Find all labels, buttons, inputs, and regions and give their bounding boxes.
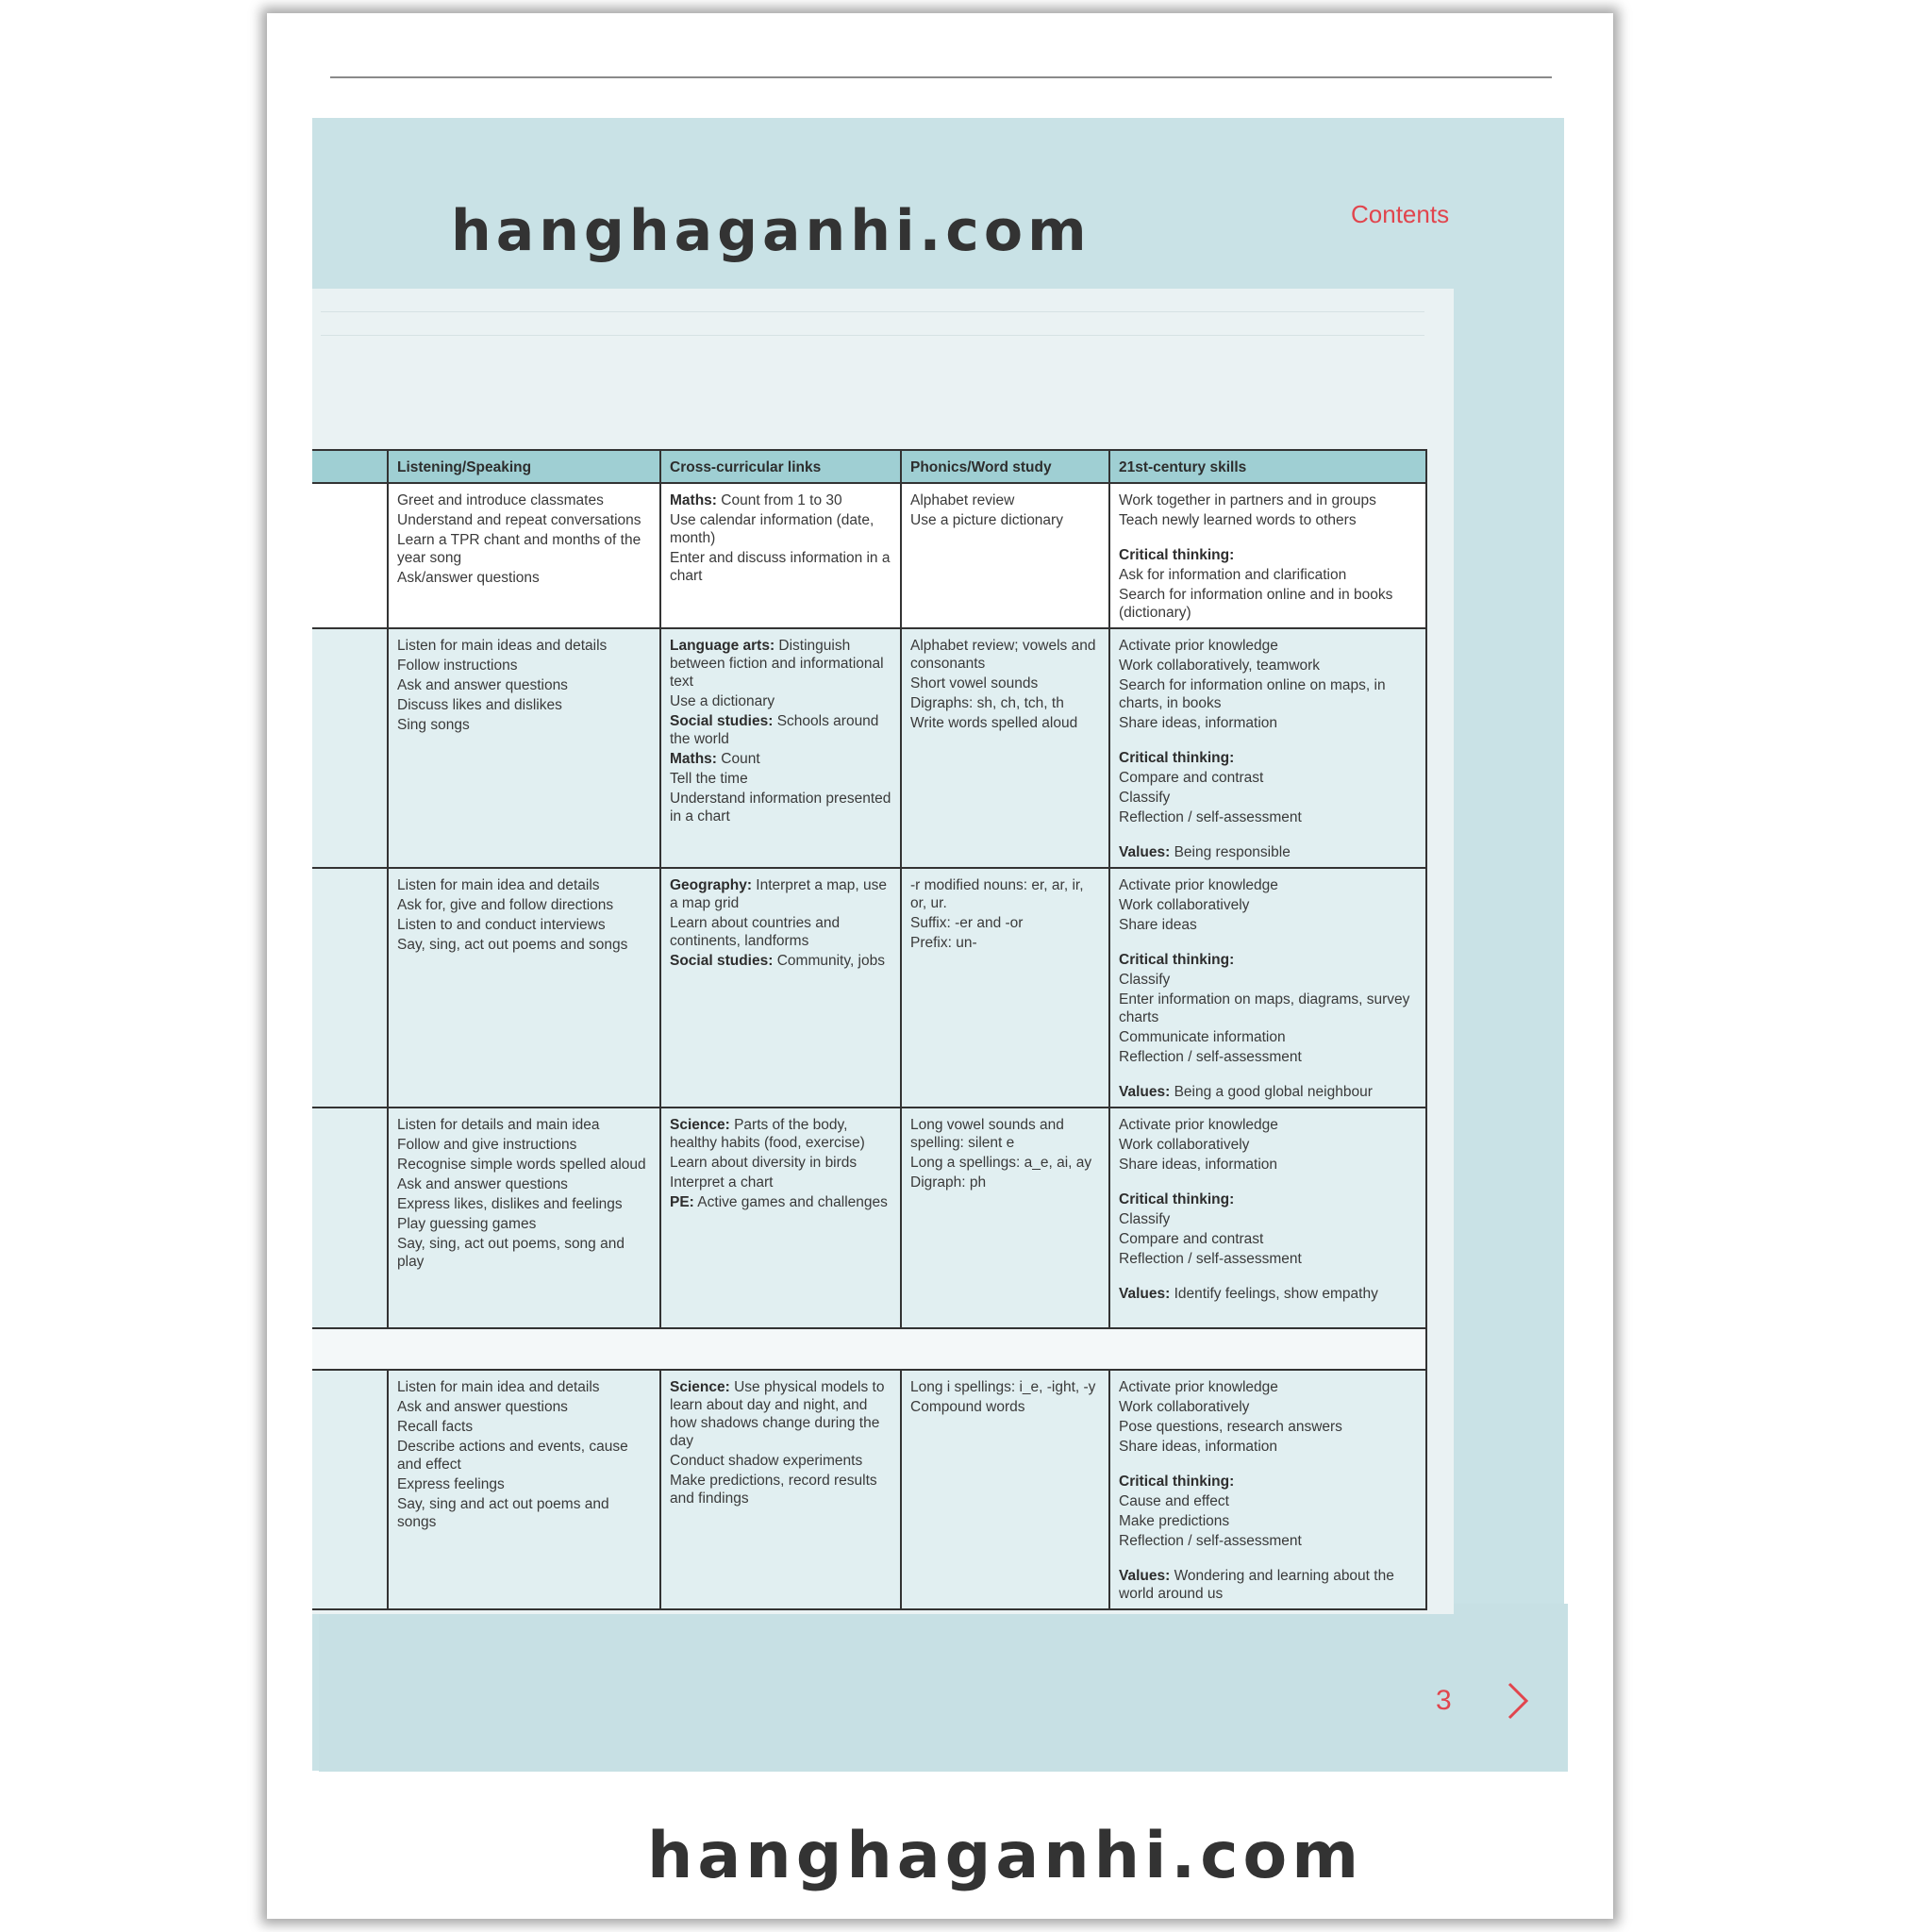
skill-item: Work collaboratively, teamwork [1119, 658, 1321, 674]
phonics-cell [901, 868, 1109, 1108]
page-number: 3 [1436, 1685, 1452, 1716]
phonics-cell [901, 1108, 1109, 1328]
phonics-item: Digraph: ph [910, 1174, 987, 1191]
cross-item [670, 491, 892, 509]
header-rule [330, 76, 1552, 78]
phonics-item: Long i spellings: i_e, -ight, -y [910, 1379, 1096, 1395]
cross-text: Learn about diversity in birds [670, 1155, 858, 1171]
table-row [312, 628, 1426, 868]
critical-item: Classify [1119, 790, 1171, 806]
cross-text: Parts of the body, healthy habits (food, exercise) [670, 1117, 865, 1151]
critical-item: Ask for information and clarification [1119, 567, 1347, 583]
cross-text: Community, jobs [773, 953, 885, 969]
critical-item: Search for information online and in books (dictionary) [1119, 587, 1393, 621]
spacer [1119, 1270, 1418, 1285]
table-header-row [312, 450, 1426, 483]
phonics-item: Long vowel sounds and spelling: silent e [910, 1117, 1064, 1151]
phonics-item: -r modified nouns: er, ar, ir, or, ur. [910, 877, 1084, 911]
listening-item: Follow instructions [397, 658, 518, 674]
skill-item: Activate prior knowledge [1119, 638, 1278, 654]
cross-item [670, 712, 892, 748]
skill-item: Share ideas [1119, 917, 1197, 933]
skills-cell [1109, 868, 1426, 1108]
cross-subject: Language arts: [670, 638, 775, 654]
watermark-top: hanghaganhi.com [451, 198, 1091, 264]
skills-cell [1109, 483, 1426, 628]
cross-item [670, 876, 892, 912]
cross-text: Enter and discuss information in a chart [670, 550, 891, 584]
listening-item: Recognise simple words spelled aloud [397, 1157, 646, 1173]
values-label: Values: [1119, 1286, 1171, 1302]
phonics-item: Long a spellings: a_e, ai, ay [910, 1155, 1092, 1171]
cross-subject: Maths: [670, 751, 717, 767]
cross-subject: Geography: [670, 877, 752, 893]
cross-item [670, 1452, 892, 1470]
spacer [1119, 1552, 1418, 1567]
cross-text: Count from 1 to 30 [716, 492, 842, 508]
contents-link[interactable]: Contents [1351, 200, 1450, 228]
cross-item [670, 770, 892, 788]
row-stub [312, 868, 388, 1108]
spacer [1119, 828, 1418, 843]
row-stub [312, 1370, 388, 1609]
row-stub [312, 1108, 388, 1328]
table-row [312, 868, 1426, 1108]
critical-item: Enter information on maps, diagrams, survey charts [1119, 991, 1410, 1025]
values-label: Values: [1119, 1084, 1171, 1100]
values-text: Identify feelings, show empathy [1170, 1286, 1378, 1302]
phonics-cell [901, 628, 1109, 868]
table-spacer-row [312, 1328, 1426, 1370]
listening-cell [388, 868, 660, 1108]
critical-thinking-label: Critical thinking: [1119, 1191, 1235, 1208]
cross-subject: Science: [670, 1117, 730, 1133]
cross-curricular-cell [660, 1108, 901, 1328]
critical-item: Reflection / self-assessment [1119, 809, 1302, 825]
cross-text: Tell the time [670, 771, 748, 787]
listening-item: Express feelings [397, 1476, 505, 1492]
row-stub [312, 483, 388, 628]
listening-cell [388, 628, 660, 868]
critical-item: Make predictions [1119, 1513, 1230, 1529]
header-cross-curricular: Cross-curricular links [660, 450, 901, 483]
values-line [1119, 1567, 1418, 1603]
listening-cell [388, 1108, 660, 1328]
critical-thinking-label: Critical thinking: [1119, 750, 1235, 766]
cross-text: Interpret a chart [670, 1174, 774, 1191]
cross-text: Conduct shadow experiments [670, 1453, 863, 1469]
spacer [1119, 1068, 1418, 1083]
values-line [1119, 1083, 1418, 1101]
table-row [312, 1370, 1426, 1609]
cross-item [670, 1154, 892, 1172]
header-21st-century: 21st-century skills [1109, 450, 1426, 483]
cross-text: Active games and challenges [693, 1194, 888, 1210]
listening-item: Greet and introduce classmates [397, 492, 604, 508]
cross-text: Use physical models to learn about day and night, and how shadows change during the day [670, 1379, 885, 1449]
critical-thinking-label: Critical thinking: [1119, 952, 1235, 968]
skill-item: Activate prior knowledge [1119, 1117, 1278, 1133]
curriculum-table [312, 449, 1427, 1610]
phonics-item: Prefix: un- [910, 935, 977, 951]
cross-subject: Science: [670, 1379, 730, 1395]
listening-item: Ask and answer questions [397, 1399, 568, 1415]
critical-item: Reflection / self-assessment [1119, 1251, 1302, 1267]
skill-item: Pose questions, research answers [1119, 1419, 1342, 1435]
cross-curricular-cell [660, 1370, 901, 1609]
footer-band [319, 1604, 1568, 1772]
values-line [1119, 1285, 1418, 1303]
listening-item: Follow and give instructions [397, 1137, 577, 1153]
watermark-bottom: hanghaganhi.com [647, 1819, 1364, 1893]
phonics-item: Short vowel sounds [910, 675, 1039, 691]
cross-text: Make predictions, record results and findings [670, 1473, 877, 1507]
cross-text: Count [716, 751, 760, 767]
listening-item: Say, sing, act out poems, song and play [397, 1236, 625, 1270]
cross-item [670, 1174, 892, 1191]
skill-item: Share ideas, information [1119, 715, 1278, 731]
listening-item: Listen to and conduct interviews [397, 917, 606, 933]
critical-item: Reflection / self-assessment [1119, 1049, 1302, 1065]
cross-curricular-cell [660, 483, 901, 628]
cross-curricular-cell [660, 868, 901, 1108]
values-text: Being responsible [1170, 844, 1291, 860]
listening-item: Ask for, give and follow directions [397, 897, 614, 913]
listening-item: Ask/answer questions [397, 570, 540, 586]
listening-item: Play guessing games [397, 1216, 537, 1232]
listening-item: Sing songs [397, 717, 470, 733]
critical-item: Compare and contrast [1119, 770, 1264, 786]
listening-item: Recall facts [397, 1419, 474, 1435]
cross-subject: Social studies: [670, 713, 774, 729]
cross-item [670, 750, 892, 768]
phonics-item: Digraphs: sh, ch, tch, th [910, 695, 1064, 711]
critical-item: Reflection / self-assessment [1119, 1533, 1302, 1549]
skills-cell [1109, 1108, 1426, 1328]
critical-thinking-label: Critical thinking: [1119, 1474, 1235, 1490]
skill-item: Share ideas, information [1119, 1439, 1278, 1455]
skill-item: Work collaboratively [1119, 1137, 1250, 1153]
values-label: Values: [1119, 1568, 1171, 1584]
cross-text: Distinguish between fiction and informational text [670, 638, 884, 690]
listening-item: Listen for details and main idea [397, 1117, 600, 1133]
skill-item: Activate prior knowledge [1119, 877, 1278, 893]
header-listening-speaking: Listening/Speaking [388, 450, 660, 483]
table-row [312, 483, 1426, 628]
spacer [1119, 936, 1418, 951]
skill-item: Work collaboratively [1119, 897, 1250, 913]
cross-item [670, 549, 892, 585]
header-stub [312, 450, 388, 483]
spacer [1119, 734, 1418, 749]
cross-item [670, 1116, 892, 1152]
cross-subject: Maths: [670, 492, 717, 508]
row-stub [312, 628, 388, 868]
phonics-item: Suffix: -er and -or [910, 915, 1024, 931]
cross-subject: PE: [670, 1194, 694, 1210]
cross-text: Schools around the world [670, 713, 879, 747]
values-line [1119, 843, 1418, 861]
spacer [1119, 1457, 1418, 1473]
table-row [312, 1108, 1426, 1328]
values-text: Being a good global neighbour [1170, 1084, 1373, 1100]
critical-item: Classify [1119, 1211, 1171, 1227]
critical-item: Compare and contrast [1119, 1231, 1264, 1247]
phonics-item: Alphabet review; vowels and consonants [910, 638, 1096, 672]
listening-item: Say, sing, act out poems and songs [397, 937, 628, 953]
cross-item [670, 952, 892, 970]
cross-text: Understand information presented in a chart [670, 791, 891, 824]
spacer [1119, 1175, 1418, 1191]
critical-item: Cause and effect [1119, 1493, 1229, 1509]
listening-item: Discuss likes and dislikes [397, 697, 562, 713]
cross-item [670, 1378, 892, 1450]
cross-subject: Social studies: [670, 953, 774, 969]
skill-item: Share ideas, information [1119, 1157, 1278, 1173]
phonics-item: Alphabet review [910, 492, 1015, 508]
skill-item: Search for information online on maps, in charts, in books [1119, 677, 1386, 711]
listening-item: Ask and answer questions [397, 1176, 568, 1192]
faded-header-strip [321, 311, 1424, 336]
spacer [1119, 531, 1418, 546]
listening-cell [388, 1370, 660, 1609]
critical-item: Communicate information [1119, 1029, 1286, 1045]
skills-cell [1109, 628, 1426, 868]
cross-item [670, 914, 892, 950]
cross-curricular-cell [660, 628, 901, 868]
skills-cell [1109, 1370, 1426, 1609]
phonics-cell [901, 483, 1109, 628]
cross-text: Use a dictionary [670, 693, 775, 709]
cross-item [670, 1472, 892, 1507]
critical-item: Classify [1119, 972, 1171, 988]
listening-item: Listen for main idea and details [397, 1379, 600, 1395]
cross-item [670, 1193, 892, 1211]
listening-item: Express likes, dislikes and feelings [397, 1196, 623, 1212]
skill-item: Teach newly learned words to others [1119, 512, 1357, 528]
chevron-right-icon[interactable] [1506, 1681, 1530, 1721]
listening-item: Ask and answer questions [397, 677, 568, 693]
skill-item: Activate prior knowledge [1119, 1379, 1278, 1395]
spacer-cell [312, 1328, 1426, 1370]
values-label: Values: [1119, 844, 1171, 860]
cross-item [670, 511, 892, 547]
listening-cell [388, 483, 660, 628]
phonics-item: Use a picture dictionary [910, 512, 1063, 528]
listening-item: Listen for main ideas and details [397, 638, 608, 654]
critical-thinking-label: Critical thinking: [1119, 547, 1235, 563]
skill-item: Work together in partners and in groups [1119, 492, 1376, 508]
values-text: Wondering and learning about the world around us [1119, 1568, 1394, 1602]
header-phonics: Phonics/Word study [901, 450, 1109, 483]
phonics-cell [901, 1370, 1109, 1609]
listening-item: Listen for main idea and details [397, 877, 600, 893]
cross-text: Interpret a map, use a map grid [670, 877, 888, 911]
cross-text: Use calendar information (date, month) [670, 512, 874, 546]
skill-item: Work collaboratively [1119, 1399, 1250, 1415]
cross-text: Learn about countries and continents, landforms [670, 915, 841, 949]
cross-item [670, 637, 892, 691]
listening-item: Describe actions and events, cause and effect [397, 1439, 628, 1473]
phonics-item: Compound words [910, 1399, 1025, 1415]
listening-item: Understand and repeat conversations [397, 512, 641, 528]
listening-item: Say, sing and act out poems and songs [397, 1496, 609, 1530]
cross-item [670, 692, 892, 710]
cross-item [670, 790, 892, 825]
phonics-item: Write words spelled aloud [910, 715, 1078, 731]
listening-item: Learn a TPR chant and months of the year song [397, 532, 641, 566]
